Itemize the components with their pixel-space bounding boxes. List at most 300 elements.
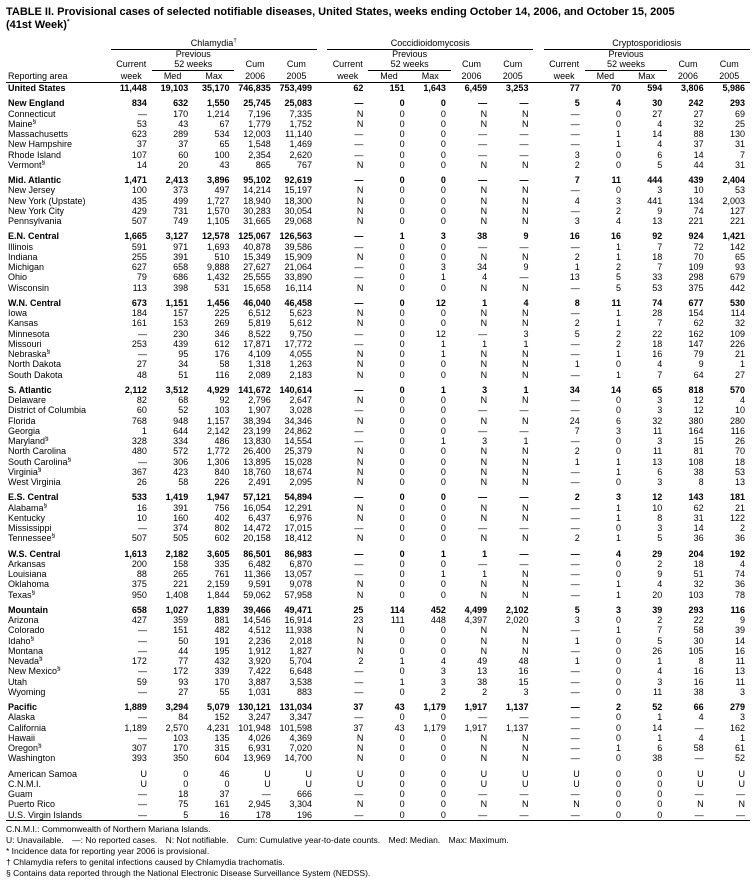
value-cell: 52 [734,753,745,764]
value-cell: — [478,241,488,252]
column-spacer [533,492,543,502]
value-cell: N [480,251,488,262]
value-cell: N [480,579,488,590]
value-cell: 1,827 [289,645,312,656]
value-cell: 0 [399,645,405,656]
value-cell: — [570,676,580,687]
reporting-area-cell: Michigan [8,262,45,273]
value-cell: U [573,778,580,789]
value-cell: 0 [399,118,405,129]
table-row [6,416,750,426]
value-cell: 116 [730,604,745,615]
value-cell: N [521,369,529,380]
value-cell: 0 [399,185,405,196]
value-cell: 191 [214,635,230,646]
value-cell: 57,958 [284,589,312,600]
value-cell: U [480,778,488,789]
value-cell: 61 [734,743,745,754]
value-cell: 0 [399,108,405,119]
value-cell: 52 [178,405,189,416]
cum-header: Cum [245,59,265,70]
value-cell: 3,806 [681,83,704,94]
value-cell: 23,199 [243,425,271,436]
value-cell: 15 [518,676,529,687]
value-cell: — [478,149,488,160]
value-cell: 2,003 [722,195,745,206]
value-cell: — [519,492,529,503]
value-cell: N [480,645,488,656]
value-cell: 0 [440,523,446,534]
value-cell: — [519,139,529,150]
value-cell: 12 [435,297,446,308]
column-spacer [317,615,327,625]
reporting-area-cell: Pacific [8,702,38,713]
column-spacer [533,646,543,656]
value-cell: 29 [652,548,663,559]
value-cell: 9,750 [289,328,312,339]
value-cell: 1,548 [248,139,271,150]
value-cell: 1 [616,139,622,150]
value-cell: 1,570 [206,205,230,216]
value-cell: 59 [136,676,147,687]
value-cell: 92 [219,395,230,406]
value-cell: 612 [214,338,230,349]
value-cell: 5 [616,282,622,293]
value-cell: N [521,108,529,119]
value-cell: 46,458 [284,297,312,308]
value-cell: 12 [693,405,704,416]
value-cell: U [140,768,147,779]
value-cell: 0 [440,359,446,370]
value-cell: 230 [173,328,189,339]
value-cell: 2,112 [124,384,147,395]
column-spacer [317,185,327,195]
value-cell: — [570,205,580,216]
value-cell: 172 [173,666,189,677]
value-cell: — [570,732,580,743]
value-cell: N [480,216,488,227]
value-cell: 0 [399,159,405,170]
value-cell: 4 [698,732,704,743]
value-cell: N [521,625,529,636]
value-cell: 19,103 [160,83,189,94]
value-cell: 195 [214,645,230,656]
column-spacer [533,216,543,226]
value-cell: 0 [440,558,446,569]
value-cell: 170 [214,676,230,687]
value-cell: 221 [688,216,704,227]
column-spacer [533,370,543,380]
value-cell: N [480,589,488,600]
value-cell: N [480,743,488,754]
group-header-coccidioidomycosis: Coccidioidomycosis [327,38,533,50]
column-spacer [533,677,543,687]
value-cell: 204 [688,548,704,559]
value-cell: 65 [652,384,663,395]
value-cell: 5 [657,635,663,646]
value-cell: 0 [616,149,622,160]
value-cell: U [521,768,529,779]
column-spacer [317,416,327,426]
column-spacer [533,753,543,763]
value-cell: 4,231 [206,722,230,733]
value-cell: 0 [399,195,405,206]
value-cell: — [261,789,271,800]
value-cell: N [480,753,488,764]
value-cell: 170 [173,108,189,119]
footnote-line: U: Unavailable. —: No reported cases. N: Not notifiable. Cum: Cumulative year-to-date counts. Med: Median. Max: Maximum. [6,834,509,845]
value-cell: N [356,645,364,656]
value-cell: 11,448 [119,83,147,94]
value-cell: 767 [296,159,312,170]
value-cell: N [573,799,580,810]
value-cell: 2 [657,615,663,626]
value-cell: 427 [131,615,147,626]
value-cell: 18 [652,251,663,262]
value-cell: 51 [178,369,189,380]
table-row [6,252,750,262]
value-cell: 2,020 [505,615,529,626]
value-cell: — [570,139,580,150]
value-cell: — [570,666,580,677]
value-cell: 350 [173,753,189,764]
value-cell: 27 [178,686,189,697]
value-cell: 58 [219,359,230,370]
value-cell: 0 [616,753,622,764]
med-header: Med [368,70,409,82]
table-row [6,160,750,170]
value-cell: 30,054 [284,205,312,216]
value-cell: 58 [693,625,704,636]
value-cell: 178 [255,809,271,820]
value-cell: N [356,502,364,513]
value-cell: 0 [657,799,663,810]
value-cell: 0 [440,645,446,656]
table-row [6,779,750,789]
value-cell: 1 [616,466,622,477]
column-spacer [317,119,327,129]
value-cell: 3 [616,604,622,615]
value-cell: 7 [657,241,663,252]
value-cell: 53 [734,466,745,477]
value-cell: 4 [657,579,663,590]
value-cell: 30 [693,635,704,646]
value-cell: 164 [688,425,704,436]
column-spacer [533,98,543,108]
value-cell: N [356,251,364,262]
table-row [6,533,750,543]
column-spacer [317,216,327,226]
table-row [6,298,750,308]
cum-header: Cum [286,59,306,70]
value-cell: 31 [734,139,745,150]
value-cell: N [356,589,364,600]
value-cell: 0 [399,425,405,436]
value-cell: 0 [399,415,405,426]
column-spacer [533,139,543,149]
value-cell: 60 [136,405,147,416]
column-spacer [317,687,327,697]
value-cell: 100 [214,149,230,160]
value-cell: 452 [430,604,446,615]
value-cell: — [478,712,488,723]
value-cell: 1,613 [124,548,147,559]
year-2005-header: 2005 [492,70,533,82]
value-cell: 111 [390,615,405,626]
column-spacer [317,666,327,676]
value-cell: 2 [358,656,364,667]
value-cell: 398 [173,282,189,293]
value-cell: N [521,533,529,544]
reporting-area-cell: Georgia [8,425,41,436]
value-cell: 0 [440,175,446,186]
value-cell: 18 [734,456,745,467]
value-cell: 9 [657,569,663,580]
value-cell: — [354,789,364,800]
value-cell: U [264,768,271,779]
column-spacer [533,109,543,119]
value-cell: N [356,369,364,380]
reporting-area-cell: New York City [8,205,65,216]
value-cell: — [354,523,364,534]
value-cell: — [478,809,488,820]
reporting-area-cell: E.S. Central [8,492,59,503]
value-cell: 0 [399,282,405,293]
footnote-line: C.N.M.I.: Commonwealth of Northern Mariana Islands. [6,823,211,834]
value-cell: U [305,778,312,789]
value-cell: 1,912 [248,645,271,656]
value-cell: 0 [440,625,446,636]
value-cell: N [480,349,488,360]
value-cell: 158 [173,558,189,569]
value-cell: 116 [730,425,745,436]
value-cell: 176 [214,349,230,360]
value-cell: 10 [693,185,704,196]
column-spacer [533,810,543,821]
value-cell: 1,419 [165,492,189,503]
value-cell: N [521,635,529,646]
column-spacer [533,523,543,533]
value-cell: — [519,241,529,252]
value-cell: N [480,195,488,206]
value-cell: 44 [693,159,704,170]
reporting-area-cell: Mississippi [8,523,52,534]
reporting-area-cell: Montana [8,645,44,656]
reporting-area-cell: Texas§ [8,589,36,600]
value-cell: 0 [616,732,622,743]
value-cell: 7 [657,625,663,636]
value-cell: — [570,477,580,488]
column-spacer [317,426,327,436]
table-row [6,119,750,129]
value-cell: 162 [688,328,704,339]
value-cell: 13 [477,666,488,677]
value-cell: 0 [616,395,622,406]
value-cell: — [570,625,580,636]
value-cell: N [356,108,364,119]
value-cell: 279 [729,702,745,713]
value-cell: 0 [440,369,446,380]
value-cell: 883 [296,686,312,697]
value-cell: 0 [440,778,446,789]
value-cell: 3 [523,328,529,339]
table-row [6,666,750,676]
column-spacer [317,446,327,456]
value-cell: 67 [219,118,230,129]
column-spacer [317,349,327,359]
value-cell: 0 [399,589,405,600]
value-cell: — [354,666,364,677]
table-row [6,83,750,94]
value-cell: 154 [688,308,704,319]
table-title-line2: (41st Week)* [6,18,70,32]
column-spacer [533,242,543,252]
column-spacer [533,119,543,129]
value-cell: — [570,558,580,569]
value-cell: N [480,477,488,488]
value-cell: 1 [574,456,580,467]
value-cell: 4,929 [206,384,230,395]
reporting-area-cell: American Samoa [8,768,78,779]
value-cell: — [354,129,364,140]
value-cell: 293 [688,604,704,615]
value-cell: — [354,98,364,109]
value-cell: 11 [652,446,663,457]
value-cell: 0 [399,149,405,160]
value-cell: 0 [440,185,446,196]
table-row [6,810,750,821]
value-cell: N [356,205,364,216]
value-cell: 756 [214,502,230,513]
table-row [6,753,750,763]
value-cell: 131,034 [279,702,312,713]
value-cell: — [570,502,580,513]
value-cell: — [570,108,580,119]
value-cell: 32 [693,579,704,590]
value-cell: 18,412 [284,533,312,544]
value-cell: 1 [616,349,622,360]
value-cell: N [356,118,364,129]
value-cell: N [356,533,364,544]
value-cell: 31 [693,512,704,523]
column-spacer [533,405,543,415]
column-spacer [317,395,327,405]
value-cell: N [480,502,488,513]
value-cell: 1,421 [722,231,745,242]
reporting-area-cell: Nebraska§ [8,349,51,360]
value-cell: N [356,395,364,406]
table-row [6,513,750,523]
value-cell: 1,469 [289,139,312,150]
subheader-row-2 [6,70,750,82]
value-cell: 26,400 [243,446,271,457]
table-row [6,272,750,282]
column-spacer [317,492,327,502]
reporting-area-cell: Nevada§ [8,656,43,667]
column-spacer [317,83,327,94]
column-spacer [533,160,543,170]
table-row [6,185,750,195]
value-cell: 16,114 [285,282,312,293]
reporting-area-cell: California [8,722,47,733]
value-cell: 0 [399,308,405,319]
table-row [6,569,750,579]
value-cell: 0 [440,589,446,600]
value-cell: 1,907 [248,405,271,416]
value-cell: 673 [131,297,147,308]
value-cell: 2,089 [248,369,271,380]
value-cell: 86,983 [284,548,312,559]
value-cell: 11 [611,175,622,186]
column-spacer [533,743,543,753]
column-spacer [533,329,543,339]
value-cell: — [354,328,364,339]
reporting-area-cell: New Mexico§ [8,666,61,677]
value-cell: 3 [657,395,663,406]
column-spacer [533,769,543,779]
value-cell: 20 [652,589,663,600]
reporting-area-cell: North Carolina [8,446,67,457]
value-cell: 0 [616,799,622,810]
value-cell: 0 [616,656,622,667]
column-spacer [317,129,327,139]
value-cell: 43 [394,722,405,733]
value-cell: 14,472 [243,523,271,534]
value-cell: N [356,446,364,457]
value-cell: 3,247 [248,712,271,723]
column-spacer [533,385,543,395]
value-cell: 7,335 [289,108,312,119]
column-spacer [317,533,327,543]
value-cell: 6,870 [289,558,312,569]
value-cell: 1,179 [423,702,446,713]
reporting-area-cell: Delaware [8,395,47,406]
value-cell: 658 [173,262,189,273]
value-cell: 0 [616,436,622,447]
table-row [6,590,750,600]
value-cell: — [137,666,147,677]
column-spacer [317,139,327,149]
value-cell: 37 [219,789,230,800]
value-cell: 768 [131,415,147,426]
value-cell: 1 [399,676,405,687]
value-cell: 8 [698,656,704,667]
value-cell: 17,772 [284,338,312,349]
value-cell: N [480,359,488,370]
value-cell: 482 [214,625,230,636]
value-cell: 0 [616,159,622,170]
table-row [6,457,750,467]
column-spacer [317,272,327,282]
value-cell: U [356,768,364,779]
column-spacer [533,318,543,328]
reporting-area-cell: C.N.M.I. [8,778,41,789]
reporting-area-cell: Vermont§ [8,159,46,170]
value-cell: 0 [616,722,622,733]
value-cell: 1 [482,297,488,308]
value-cell: 46 [219,768,230,779]
reporting-area-cell: West Virginia [8,477,61,488]
value-cell: 3,887 [248,676,271,687]
value-cell: 12,003 [243,129,271,140]
value-cell: N [521,395,529,406]
value-cell: 0 [616,635,622,646]
value-cell: 8,522 [248,328,271,339]
value-cell: 7 [657,369,663,380]
value-cell: 4 [523,297,529,308]
value-cell: N [356,579,364,590]
value-cell: 0 [440,205,446,216]
